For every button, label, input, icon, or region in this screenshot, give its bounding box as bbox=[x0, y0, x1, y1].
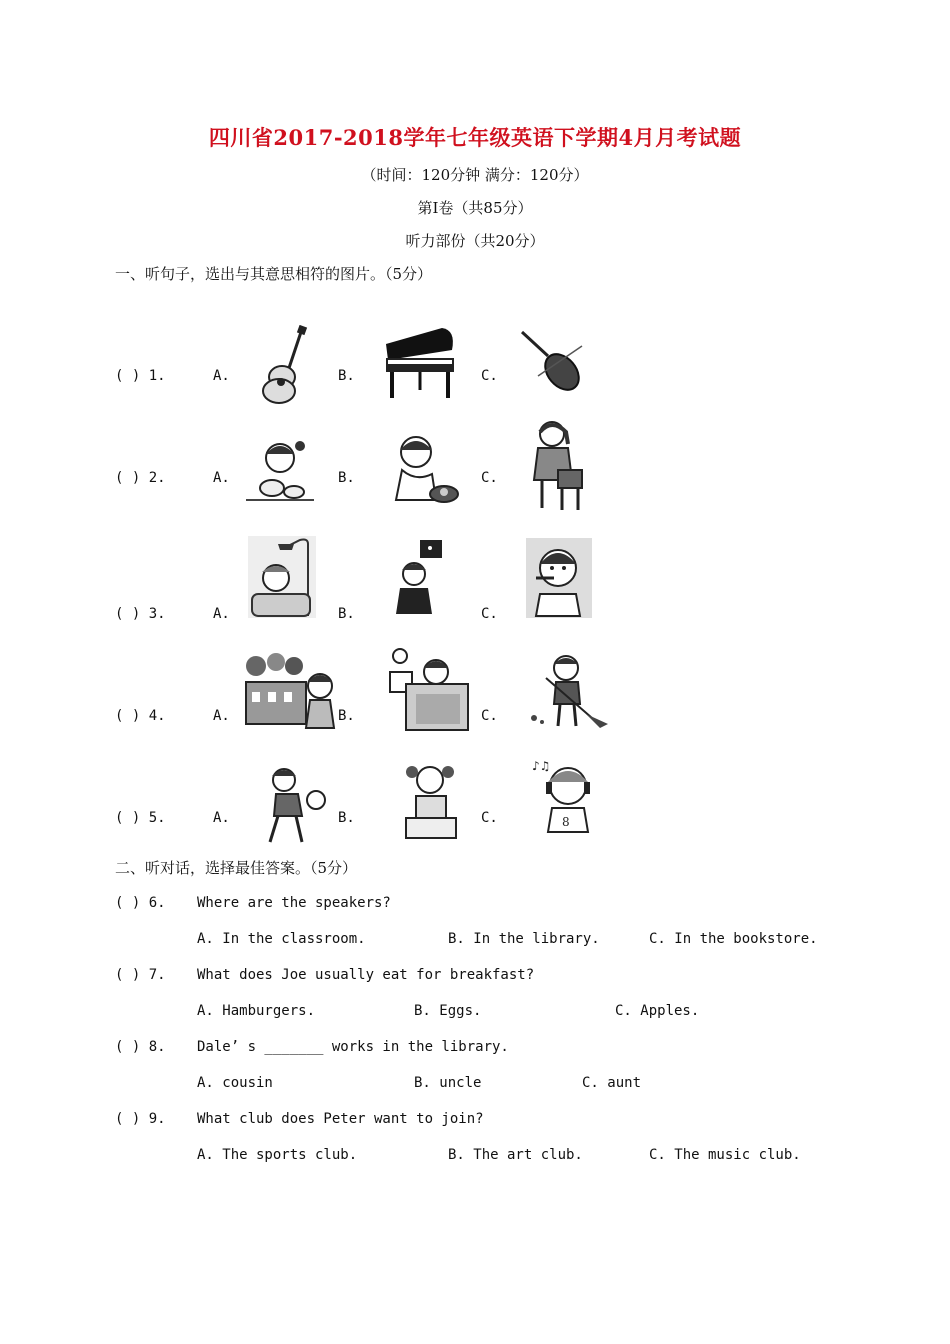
girl-eating-icon bbox=[242, 436, 318, 510]
question-text: Where are the speakers? bbox=[197, 895, 391, 911]
volume-heading: 第Ⅰ卷（共85分） bbox=[417, 199, 533, 217]
option-b-label: B. bbox=[338, 368, 355, 384]
option-b-label: B. bbox=[338, 606, 355, 622]
girl-in-bed-icon bbox=[386, 646, 472, 734]
option-b-label: B. bbox=[338, 470, 355, 486]
option-c-label: C. bbox=[481, 368, 498, 384]
option-b: B. In the library. bbox=[448, 931, 600, 947]
question-number: ( ) 5. bbox=[115, 810, 166, 826]
option-c: C. In the bookstore. bbox=[649, 931, 818, 947]
page-title: 四川省2017-2018学年七年级英语下学期4月月考试题 bbox=[208, 125, 742, 150]
section2-heading: 二、听对话，选择最佳答案。（5分） bbox=[115, 859, 358, 877]
svg-text:8: 8 bbox=[562, 815, 570, 829]
question-number: ( ) 2. bbox=[115, 470, 166, 486]
option-a-label: A. bbox=[213, 708, 230, 724]
option-a: A. Hamburgers. bbox=[197, 1003, 316, 1019]
question-text: Dale’ s _______ works in the library. bbox=[197, 1039, 509, 1055]
piano-icon bbox=[382, 320, 458, 400]
shower-icon bbox=[248, 536, 316, 618]
option-a-label: A. bbox=[213, 810, 230, 826]
option-c-label: C. bbox=[481, 810, 498, 826]
question-number: ( ) 1. bbox=[115, 368, 166, 384]
girl-music-icon bbox=[530, 756, 596, 834]
violin-icon bbox=[518, 326, 590, 398]
option-b: B. The art club. bbox=[448, 1147, 583, 1163]
option-c-label: C. bbox=[481, 470, 498, 486]
option-a-label: A. bbox=[213, 368, 230, 384]
option-b-label: B. bbox=[338, 708, 355, 724]
girl-cooking-icon bbox=[528, 418, 586, 512]
option-b: B. uncle bbox=[414, 1075, 482, 1091]
question-number: ( ) 4. bbox=[115, 708, 166, 724]
girl-phone-icon bbox=[388, 430, 462, 508]
exam-time-info: （时间：120分钟 满分：120分） bbox=[361, 166, 589, 184]
girl-volleyball-icon bbox=[262, 766, 328, 844]
section1-heading: 一、听句子，选出与其意思相符的图片。（5分） bbox=[115, 265, 433, 283]
question-number: ( ) 8. bbox=[115, 1039, 166, 1055]
question-text: What does Joe usually eat for breakfast? bbox=[197, 967, 535, 983]
guitar-icon bbox=[258, 325, 314, 405]
option-c: C. Apples. bbox=[615, 1003, 700, 1019]
option-a-label: A. bbox=[213, 606, 230, 622]
option-c: C. aunt bbox=[582, 1075, 642, 1091]
svg-text:♪♫: ♪♫ bbox=[532, 759, 551, 773]
option-a: A. cousin bbox=[197, 1075, 273, 1091]
option-b-label: B. bbox=[338, 810, 355, 826]
option-b: B. Eggs. bbox=[414, 1003, 482, 1019]
girl-sweeping-icon bbox=[522, 654, 612, 728]
girl-going-to-school-icon bbox=[242, 652, 340, 732]
question-number: ( ) 3. bbox=[115, 606, 166, 622]
listening-heading: 听力部份（共20分） bbox=[405, 232, 545, 250]
option-a: A. The sports club. bbox=[197, 1147, 358, 1163]
option-c-label: C. bbox=[481, 606, 498, 622]
option-a-label: A. bbox=[213, 470, 230, 486]
question-number: ( ) 7. bbox=[115, 967, 166, 983]
question-number: ( ) 6. bbox=[115, 895, 166, 911]
girl-reading-icon bbox=[400, 762, 462, 840]
option-c: C. The music club. bbox=[649, 1147, 801, 1163]
question-text: What club does Peter want to join? bbox=[197, 1111, 484, 1127]
boy-brushing-teeth-icon bbox=[526, 538, 592, 618]
option-a: A. In the classroom. bbox=[197, 931, 366, 947]
sleeping-man-icon bbox=[392, 538, 450, 616]
question-number: ( ) 9. bbox=[115, 1111, 166, 1127]
option-c-label: C. bbox=[481, 708, 498, 724]
